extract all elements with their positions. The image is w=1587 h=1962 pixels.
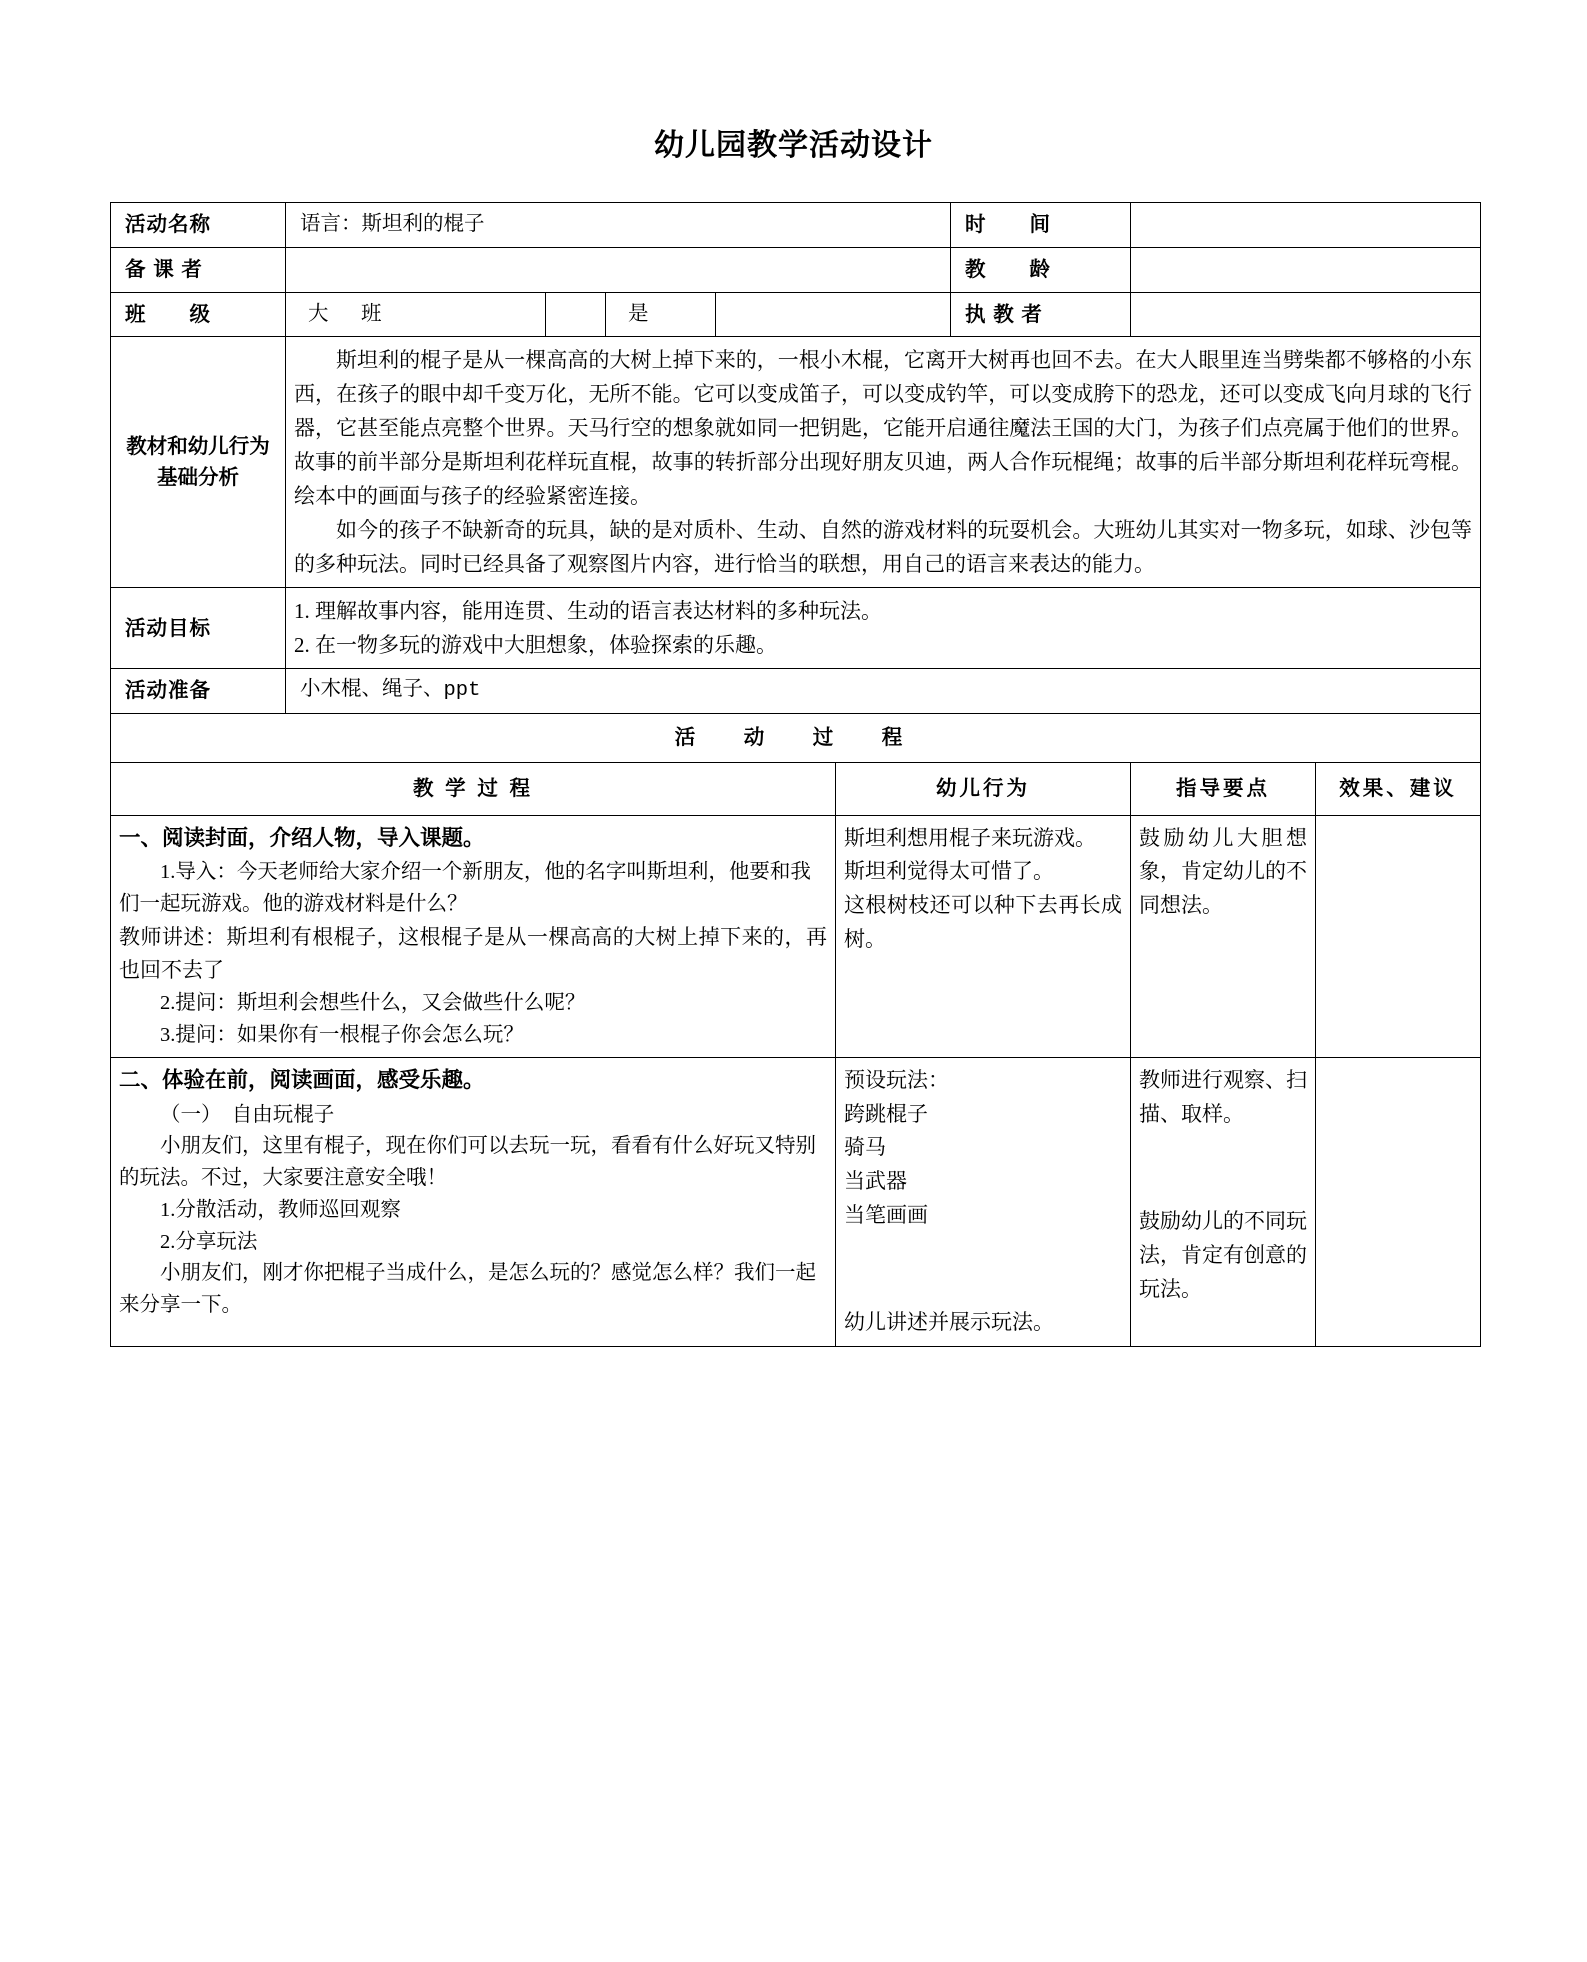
analysis-content [286,337,1481,588]
analysis-paragraph-2: 如今的孩子不缺新奇的玩具，缺的是对质朴、生动、自然的游戏材料的玩耍机会。大班幼儿其实对一物多玩，如球、沙包等的多种玩法。同时已经具备了观察图片内容，进行恰当的联想，用自己的语言来表达的能力。 [294,518,1473,577]
preparer-value[interactable] [286,247,951,292]
process-paragraph: 1.分散活动，教师巡回观察 [160,1198,401,1221]
page-title: 幼儿园教学活动设计 [654,129,933,162]
teacher-value[interactable] [1131,292,1481,337]
table-row [111,292,1481,337]
column-header-teaching: 教 学 过 程 [111,762,836,815]
column-header-effect: 效果、建议 [1316,762,1481,815]
table-row [111,714,1481,763]
process-banner: 活 动 过 程 [111,714,1481,763]
process-paragraph: 2.提问：斯坦利会想些什么，又会做些什么呢？ [160,991,586,1014]
table-row [111,815,1481,1058]
table-row [111,247,1481,292]
guidance-item: 教师进行观察、扫描、取样。 [1139,1068,1308,1126]
process-section-heading: 二、体验在前，阅读画面，感受乐趣。 [119,1068,485,1093]
process-paragraph: 小朋友们，刚才你把棍子当成什么，是怎么玩的？感觉怎么样？我们一起来分享一下。 [119,1262,816,1317]
table-row [111,203,1481,248]
table-row [111,669,1481,714]
class-flag-label: 是 [606,292,716,337]
process-section-heading: 一、阅读封面，介绍人物，导入课题。 [119,825,485,850]
child-behavior-item: 斯坦利觉得太可惜了。 [844,859,1054,884]
time-value[interactable] [1131,203,1481,248]
guidance-item: 鼓励幼儿的不同玩法，肯定有创意的玩法。 [1139,1209,1308,1301]
child-behavior-item: 斯坦利想用棍子来玩游戏。 [844,825,1096,850]
process-paragraph: 2.分享玩法 [160,1230,258,1253]
process-paragraph: （一） 自由玩棍子 [160,1103,335,1126]
column-header-child-behavior: 幼儿行为 [836,762,1131,815]
objectives-label: 活动目标 [111,588,286,669]
process-paragraph: 教师讲述：斯坦利有根棍子，这根棍子是从一棵高高的大树上掉下来的，再也回不去了 [119,924,827,983]
process-paragraph: 3.提问：如果你有一根棍子你会怎么玩？ [160,1023,524,1046]
activity-name-value[interactable]: 语言：斯坦利的棍子 [286,203,951,248]
class-value[interactable]: 大 班 [286,292,546,337]
time-label: 时 间 [951,203,1131,248]
activity-name-label: 活动名称 [111,203,286,248]
column-header-guidance: 指导要点 [1131,762,1316,815]
table-row [111,588,1481,669]
process-teaching-cell [111,815,836,1058]
preparer-label: 备 课 者 [111,247,286,292]
class-label: 班 级 [111,292,286,337]
analysis-paragraph-1: 斯坦利的棍子是从一棵高高的大树上掉下来的，一根小木棍，它离开大树再也回不去。在大人眼里连当劈柴都不够格的小东西，在孩子的眼中却千变万化，无所不能。它可以变成笛子，可以变成钓竿，可以变成胯下的恐龙，还可以变成飞向月球的飞行器，它甚至能点亮整个世界。天马行空的想象就如同一把钥匙，它能开启通往魔法王国的大门，为孩子们点亮属于他们的世界。故事的前半部分是斯坦利花样玩直棍，故事的转折部分出现好朋友贝迪，两人合作玩棍绳；故事的后半部分斯坦利花样玩弯棍。绘本中的画面与孩子的经验紧密连接。 [294,348,1473,509]
child-behavior-item: 预设玩法： [844,1068,949,1093]
child-behavior-item: 骑马 [844,1135,886,1160]
child-behavior-item: 跨跳棍子 [844,1101,928,1126]
lesson-plan-table [110,202,1481,1347]
process-guidance-cell [1131,1058,1316,1347]
table-row [111,337,1481,588]
process-guidance-cell [1131,815,1316,1058]
preparation-label: 活动准备 [111,669,286,714]
preparation-value: 小木棍、绳子、ppt [286,669,1481,714]
guidance-item: 鼓励幼儿大胆想象，肯定幼儿的不同想法。 [1139,825,1308,917]
child-behavior-item: 当笔画画 [844,1202,928,1227]
process-paragraph: 1.导入：今天老师给大家介绍一个新朋友，他的名字叫斯坦利，他要和我们一起玩游戏。他的游戏材料是什么？ [119,861,811,915]
table-header-row [111,762,1481,815]
process-teaching-cell [111,1058,836,1347]
process-effect-cell[interactable] [1316,815,1481,1058]
teaching-age-value[interactable] [1131,247,1481,292]
teacher-label: 执 教 者 [951,292,1131,337]
process-paragraph: 小朋友们，这里有棍子，现在你们可以去玩一玩，看看有什么好玩又特别的玩法。不过，大家要注意安全哦！ [119,1135,816,1190]
objective-item: 1. 理解故事内容，能用连贯、生动的语言表达材料的多种玩法。 [294,599,882,624]
process-child-behavior-cell [836,815,1131,1058]
teaching-age-label: 教 龄 [951,247,1131,292]
table-row [111,1058,1481,1347]
class-flag-value[interactable] [716,292,951,337]
objectives-content [286,588,1481,669]
process-effect-cell[interactable] [1316,1058,1481,1347]
objective-item: 2. 在一物多玩的游戏中大胆想象，体验探索的乐趣。 [294,633,777,658]
class-extra-value[interactable] [546,292,606,337]
child-behavior-item: 这根树枝还可以种下去再长成树。 [844,892,1123,951]
process-child-behavior-cell [836,1058,1131,1347]
child-behavior-item: 当武器 [844,1169,907,1194]
child-behavior-item: 幼儿讲述并展示玩法。 [844,1310,1054,1335]
analysis-label: 教材和幼儿行为基础分析 [111,337,286,588]
